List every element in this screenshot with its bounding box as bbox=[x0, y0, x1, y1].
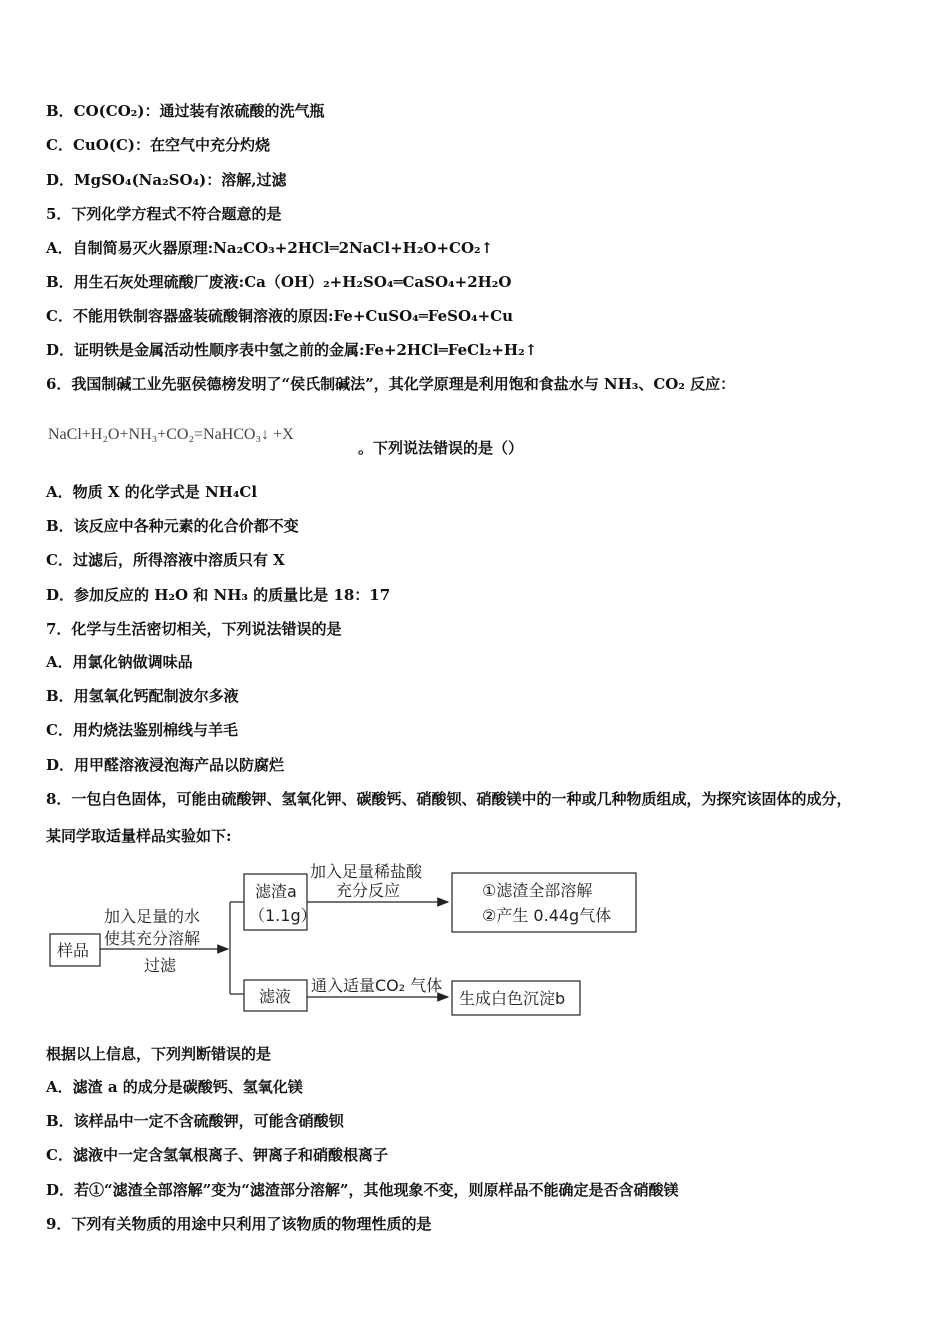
q5-option-d: D．证明铁是金属活动性顺序表中氢之前的金属:Fe+2HCl═FeCl₂+H₂↑ bbox=[46, 341, 538, 359]
q6-option-c: C．过滤后，所得溶液中溶质只有 X bbox=[46, 551, 285, 569]
step1-label-line1: 加入足量的水 bbox=[104, 907, 201, 926]
q5-option-a: A．自制简易灭火器原理:Na₂CO₃+2HCl═2NaCl+H₂O+CO₂↑ bbox=[46, 239, 494, 257]
acid-step-line2: 充分反应 bbox=[336, 881, 401, 900]
q7-option-b: B．用氢氧化钙配制波尔多液 bbox=[46, 687, 239, 705]
residue-mass: （1.1g） bbox=[249, 906, 317, 925]
question-5-stem: 5．下列化学方程式不符合题意的是 bbox=[46, 205, 282, 223]
question-8-stem: 8．一包白色固体，可能由硫酸钾、氢氧化钾、碳酸钙、硝酸钡、硝酸镁中的一种或几种物质组成，为探究该固体的成分， bbox=[46, 790, 852, 808]
result1-line1: ①滤渣全部溶解 bbox=[482, 881, 593, 900]
q6-option-d: D．参加反应的 H₂O 和 NH₃ 的质量比是 18：17 bbox=[46, 586, 391, 604]
question-7-stem: 7．化学与生活密切相关，下列说法错误的是 bbox=[46, 620, 342, 638]
question-9-stem: 9．下列有关物质的用途中只利用了该物质的物理性质的是 bbox=[46, 1215, 432, 1233]
co2-step-label: 通入适量CO₂ 气体 bbox=[311, 976, 443, 995]
result2-label: 生成白色沉淀b bbox=[459, 989, 566, 1008]
question-8-stem-cont: 某同学取适量样品实验如下: bbox=[46, 827, 232, 845]
q8-option-c: C．滤液中一定含氢氧根离子、钾离子和硝酸根离子 bbox=[46, 1146, 388, 1164]
q5-option-b: B．用生石灰处理硫酸厂废液:Ca（OH）₂+H₂SO₄═CaSO₄+2H₂O bbox=[46, 273, 512, 291]
step1-label-line3: 过滤 bbox=[144, 956, 177, 975]
option-d-mgso4-purify: D．MgSO₄(Na₂SO₄)：溶解,过滤 bbox=[46, 171, 287, 189]
q7-option-c: C．用灼烧法鉴别棉线与羊毛 bbox=[46, 721, 238, 739]
q5-option-c: C．不能用铁制容器盛装硫酸铜溶液的原因:Fe+CuSO₄═FeSO₄+Cu bbox=[46, 307, 514, 325]
experiment-flowchart bbox=[46, 860, 646, 1025]
q6-option-b: B．该反应中各种元素的化合价都不变 bbox=[46, 517, 299, 535]
residue-label: 滤渣a bbox=[255, 882, 297, 901]
q7-option-d: D．用甲醛溶液浸泡海产品以防腐烂 bbox=[46, 756, 285, 774]
q8-option-b: B．该样品中一定不含硫酸钾，可能含硝酸钡 bbox=[46, 1112, 344, 1130]
option-c-cuo-purify: C．CuO(C)：在空气中充分灼烧 bbox=[46, 136, 270, 154]
q6-equation: NaCl+H₂O+NH₃+CO₂=NaHCO₃↓ +X bbox=[48, 426, 294, 443]
question-6-stem: 6．我国制碱工业先驱侯德榜发明了“侯氏制碱法”，其化学原理是利用饱和食盐水与 NH₃、CO₂ 反应： bbox=[46, 375, 736, 393]
sample-label: 样品 bbox=[57, 941, 90, 960]
q6-equation-tail: 。下列说法错误的是（） bbox=[358, 439, 524, 457]
q8-option-a: A．滤渣 a 的成分是碳酸钙、氢氧化镁 bbox=[46, 1078, 303, 1096]
q8-judgement-stem: 根据以上信息，下列判断错误的是 bbox=[46, 1045, 272, 1063]
result1-line2: ②产生 0.44g气体 bbox=[482, 906, 612, 925]
option-b-co-purify: B．CO(CO₂)：通过装有浓硫酸的洗气瓶 bbox=[46, 102, 325, 120]
q7-option-a: A．用氯化钠做调味品 bbox=[46, 653, 193, 671]
step1-label-line2: 使其充分溶解 bbox=[104, 929, 201, 948]
acid-step-line1: 加入足量稀盐酸 bbox=[310, 862, 423, 881]
q8-option-d: D．若①“滤渣全部溶解”变为“滤渣部分溶解”，其他现象不变，则原样品不能确定是否含硝酸镁 bbox=[46, 1181, 679, 1199]
q6-option-a: A．物质 X 的化学式是 NH₄Cl bbox=[46, 483, 258, 501]
filtrate-label: 滤液 bbox=[259, 987, 292, 1006]
